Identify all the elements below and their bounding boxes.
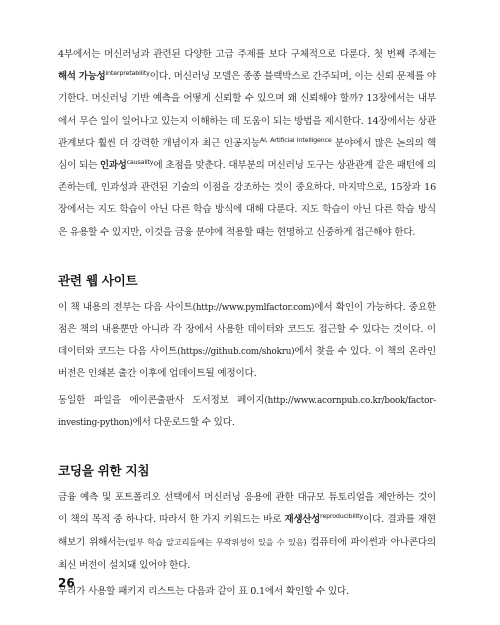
term-ai-en: AI, Artificial Intelligence	[259, 135, 332, 144]
intro-paragraph	[58, 44, 436, 244]
coding-note-small: (일부 학습 알고리듬에는 무작위성이 있을 수 있음)	[125, 537, 307, 548]
websites-paragraph-1	[58, 297, 436, 386]
link-acornpub[interactable]: (http://www.acornpub.co.kr/book/factor-investing-python)	[58, 395, 436, 428]
term-causality: 인과성	[100, 160, 127, 172]
section-heading-websites: 관련 웹 사이트	[58, 272, 138, 288]
coding-paragraph-1	[58, 487, 436, 577]
term-interpretability: 해석 가능성	[58, 71, 106, 83]
websites-text-4: 동일한 파일을 에이콘출판사 도서정보 페이지	[58, 394, 265, 406]
websites-text-2: 에서 확인이 가능하다. 중요한 점은 책의 내용뿐만 아니라 각 장에서 사용한 데이터와 코드도 접근할 수 있다는 것이다. 이 데이터와 코드는 다음 사이트	[58, 301, 436, 358]
term-interpretability-en: interpretability	[105, 69, 150, 78]
term-reproducibility: 재생산성	[284, 514, 321, 526]
coding-text-2: 이다. 결과를 재현해보기 위해서는	[58, 514, 436, 549]
coding-text-3: 컴퓨터에 파이썬과 아나콘다의 최신 버전이 설치돼 있어야 한다.	[58, 537, 436, 571]
intro-text-2: 이다. 머신러닝 모델은 종종 블랙박스로 간주되며, 이는 신뢰 문제를 야기한다. 머신러닝 기반 예측을 어떻게 신뢰할 수 있으며 왜 신뢰해야 할까? 13장에서는 내부에서 무슨 일이 일어나고 있는지 이해하는 데 도움이 되는 방법을 제시한다. 14장에서는 상관관계보다 훨씬 더 강력한 개념이자 최근 인공지능	[58, 71, 436, 149]
coding-text-1: 금융 예측 및 포트폴리오 선택에서 머신러닝 응용에 관한 대규모 튜토리얼을 제안하는 것이 이 책의 목적 중 하나다. 따라서 한 가지 키워드는 바로	[58, 492, 436, 526]
websites-text-3: 에서 찾을 수 있다. 이 책의 온라인 버전은 인쇄본 출간 이후에 업데이트될 예정이다.	[58, 346, 436, 380]
intro-text-3: 분야에서 많은 논의의 핵심이 되는	[58, 137, 437, 172]
page-body	[58, 44, 436, 607]
link-pymlfactor[interactable]: (http://www.pymlfactor.com)	[192, 302, 315, 313]
section-heading-coding: 코딩을 위한 지침	[58, 463, 150, 479]
link-github[interactable]: (https://github.com/shokru)	[177, 347, 295, 358]
page-number: 26	[58, 576, 75, 590]
websites-paragraph-2	[58, 390, 436, 434]
intro-text-4: 에 초점을 맞춘다. 대부분의 머신러닝 도구는 상관관계 같은 패턴에 의존하는데, 인과성과 관련된 기술의 이점을 강조하는 것이 중요하다. 마지막으로, 15장과 16장에서는 지도 학습이 아닌 다른 학습 방식에 대해 다룬다. 지도 학습이 아닌 다른 학습 방식은 유용할 수 있지만, 이것을 금융 분야에 적용할 때는 현명하고 신중하게 접근해야 한다.	[58, 160, 436, 238]
coding-paragraph-2: 우리가 사용할 패키지 리스트는 다음과 같이 표 0.1에서 확인할 수 있다.	[58, 585, 349, 597]
intro-text-1: 4부에서는 머신러닝과 관련된 다양한 고급 주제를 보다 구체적으로 다룬다. 첫 번째 주제는	[58, 49, 436, 60]
term-causality-en: causality	[126, 158, 154, 167]
websites-text-1: 이 책 내용의 전부는 다음 사이트	[58, 301, 193, 313]
term-reproducibility-en: reproducibility	[320, 512, 363, 521]
websites-text-5: 에서 다운로드할 수 있다.	[132, 416, 235, 428]
